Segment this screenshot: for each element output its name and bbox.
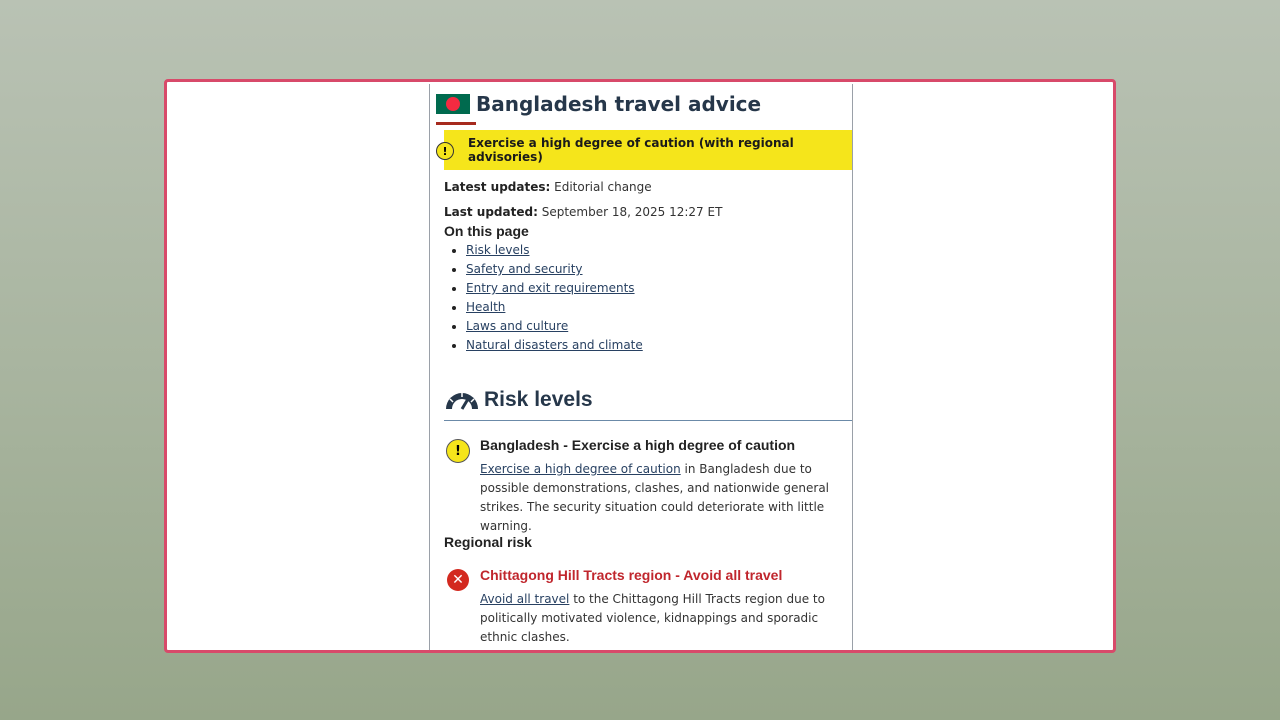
regional-risk-heading: Regional risk xyxy=(444,534,532,550)
exclamation-icon: ! xyxy=(436,142,454,160)
toc-item xyxy=(466,317,643,336)
regional-risk-title: Chittagong Hill Tracts region - Avoid all travel xyxy=(480,567,783,583)
advisory-banner xyxy=(444,130,852,170)
page-title: Bangladesh travel advice xyxy=(476,92,762,116)
national-risk-description: in Bangladesh due to possible demonstrations, clashes, and nationwide general strikes. The security situation could deteriorate with little warning. xyxy=(480,462,830,533)
divider xyxy=(444,420,852,421)
toc-link-natural-disasters[interactable]: Natural disasters and climate xyxy=(466,338,643,352)
toc-item xyxy=(466,336,643,355)
regional-risk-description: to the Chittagong Hill Tracts region due to politically motivated violence, kidnappings and sporadic ethnic clashes. xyxy=(480,592,825,644)
toc-link-entry-exit[interactable]: Entry and exit requirements xyxy=(466,281,635,295)
title-underline xyxy=(436,122,476,125)
toc-list xyxy=(444,241,643,355)
screenshot-frame xyxy=(164,79,1116,653)
toc-item xyxy=(466,298,643,317)
latest-updates-value: Editorial change xyxy=(554,180,652,194)
toc-link-health[interactable]: Health xyxy=(466,300,506,314)
avoid-travel-icon: ✕ xyxy=(447,569,469,591)
national-risk-title: Bangladesh - Exercise a high degree of caution xyxy=(480,437,796,453)
bangladesh-flag-icon xyxy=(436,94,470,114)
risk-levels-title: Risk levels xyxy=(484,388,593,411)
advisory-banner-text: Exercise a high degree of caution (with regional advisories) xyxy=(468,136,794,164)
exercise-caution-link[interactable]: Exercise a high degree of caution xyxy=(480,462,681,476)
toc-item xyxy=(466,260,643,279)
regional-risk-text xyxy=(480,590,850,647)
page-header xyxy=(436,92,761,116)
last-updated-label: Last updated: xyxy=(444,205,538,219)
caution-icon: ! xyxy=(446,439,470,463)
toc-link-risk-levels[interactable]: Risk levels xyxy=(466,243,530,257)
latest-updates-label: Latest updates: xyxy=(444,180,551,194)
toc-item xyxy=(466,279,643,298)
last-updated xyxy=(444,205,722,219)
toc-heading: On this page xyxy=(444,223,529,239)
latest-updates xyxy=(444,180,652,194)
toc-item xyxy=(466,241,643,260)
toc-link-safety-and-security[interactable]: Safety and security xyxy=(466,262,583,276)
travel-advice-page xyxy=(429,84,853,650)
national-risk-text xyxy=(480,460,850,536)
toc-link-laws-and-culture[interactable]: Laws and culture xyxy=(466,319,569,333)
avoid-all-travel-link[interactable]: Avoid all travel xyxy=(480,592,570,606)
risk-levels-heading xyxy=(444,388,593,412)
last-updated-value: September 18, 2025 12:27 ET xyxy=(541,205,723,219)
gauge-icon xyxy=(444,390,480,410)
